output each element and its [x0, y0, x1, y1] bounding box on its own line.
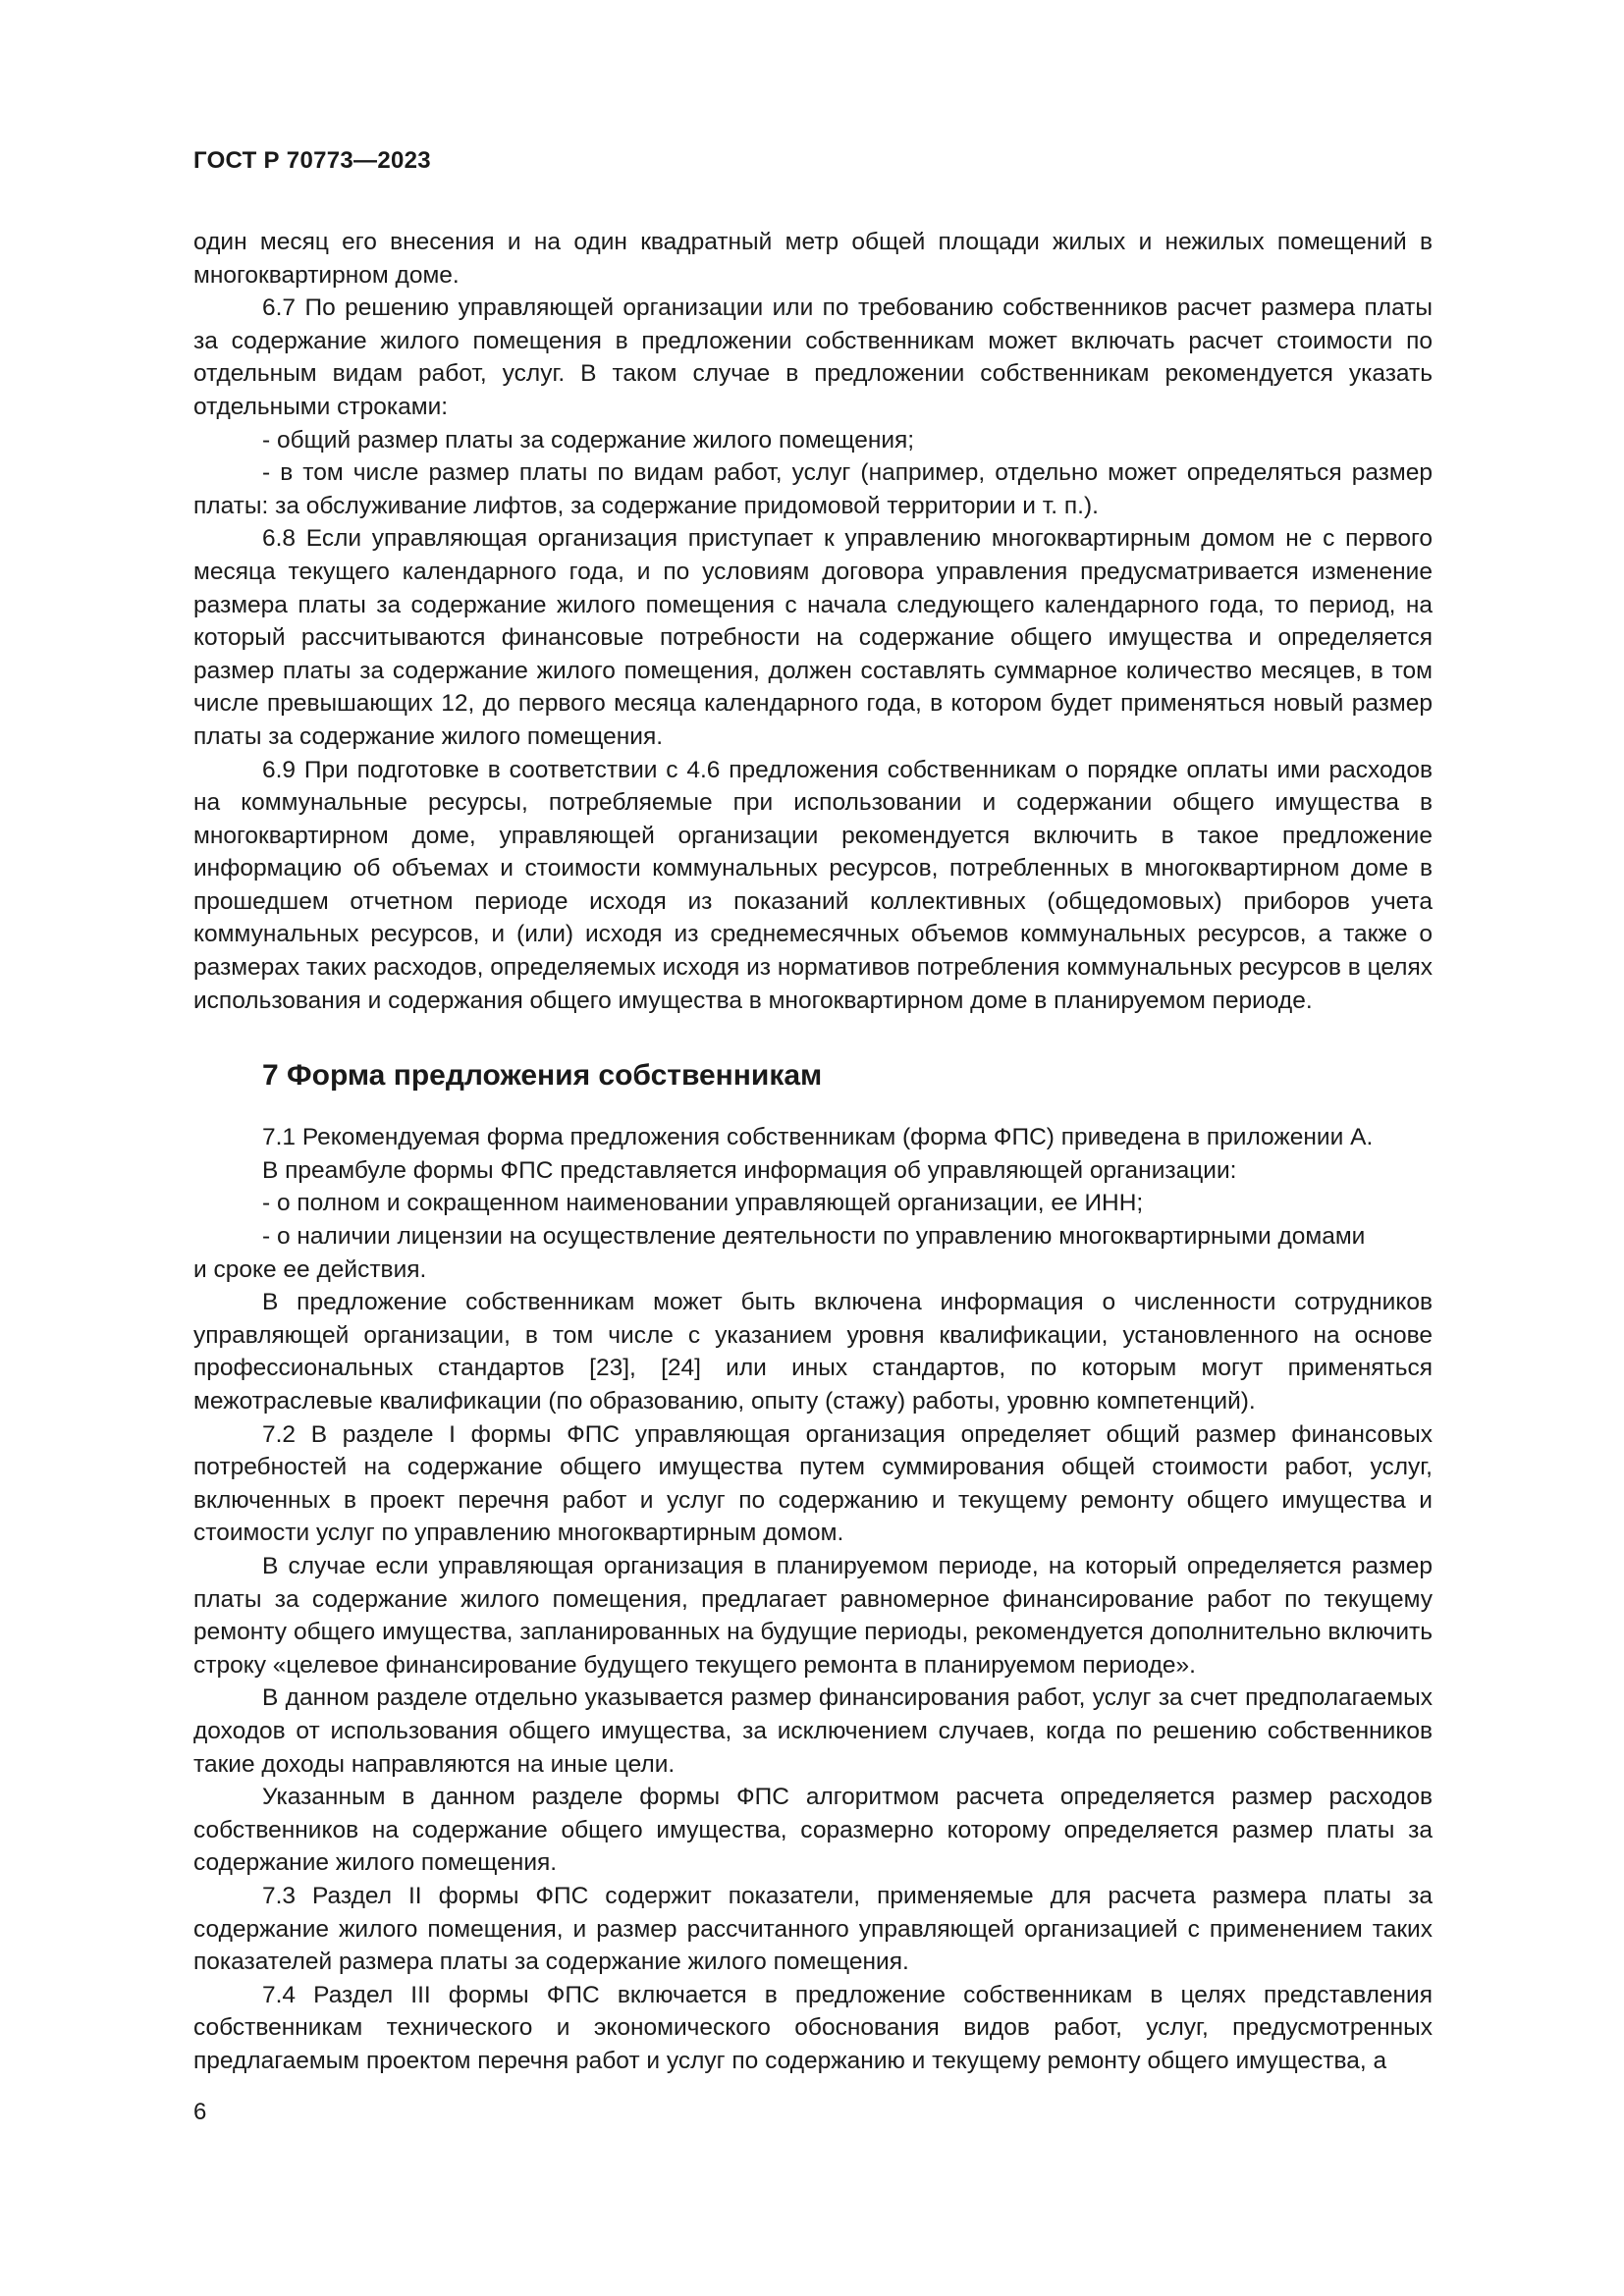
list-item-org-name: - о полном и сокращенном наименовании управляющей организации, ее ИНН; — [262, 1190, 1144, 1217]
paragraph-income-financing: В данном разделе отдельно указывается размер финансирования работ, услуг за счет предполагаемых доходов от использования общего имущества, за исключением случаев, когда по решению собственников такие доходы направляются на иные цели. — [193, 1684, 1433, 1778]
document-header-standard-id: ГОСТ Р 70773—2023 — [193, 147, 431, 174]
list-item-license-continuation: и сроке ее действия. — [193, 1255, 427, 1283]
list-item-total-fee: - общий размер платы за содержание жилого помещения; — [262, 426, 915, 454]
document-body — [193, 226, 1433, 2077]
paragraph-7-1: 7.1 Рекомендуемая форма предложения собственникам (форма ФПС) приведена в приложении А. — [262, 1124, 1374, 1151]
paragraph-7-3: 7.3 Раздел II формы ФПС содержит показатели, применяемые для расчета размера платы за содержание жилого помещения, и размер рассчитанного управляющей организацией с применением таких показателей размера платы за содержание жилого помещения. — [193, 1882, 1433, 1976]
paragraph-7-4: 7.4 Раздел III формы ФПС включается в предложение собственникам в целях представления собственникам технического и экономического обоснования видов работ, услуг, предусмотренных предлагаемым проектом перечня работ и услуг по содержанию и текущему ремонту общего имущества, а — [193, 1981, 1433, 2074]
page-number: 6 — [193, 2099, 207, 2125]
list-item-fee-by-service: - в том числе размер платы по видам работ, услуг (например, отдельно может определяться размер платы: за обслуживание лифтов, за содержание придомовой территории и т. п.). — [193, 459, 1433, 519]
list-item-license: - о наличии лицензии на осуществление деятельности по управлению многоквартирными домами — [262, 1223, 1366, 1251]
paragraph-6-9: 6.9 При подготовке в соответствии с 4.6 предложения собственникам о порядке оплаты ими расходов на коммунальные ресурсы, потребляемые при использовании и содержании общего имущества в многоквартирном доме, управляющей организации рекомендуется включить в такое предложение информацию об объемах и стоимости коммунальных ресурсов, потребленных в многоквартирном доме в прошедшем отчетном периоде исходя из показаний коллективных (общедомовых) приборов учета коммунальных ресурсов, и (или) исходя из среднемесячных объемов коммунальных ресурсов, а также о размерах таких расходов, определяемых исходя из нормативов потребления коммунальных ресурсов в целях использования и содержания общего имущества в многоквартирном доме в планируемом периоде. — [193, 756, 1433, 1014]
paragraph-staff-info: В предложение собственникам может быть включена информация о численности сотрудников управляющей организации, в том числе с указанием уровня квалификации, установленного на основе профессиональных стандартов [23], [24] или иных стандартов, по которым могут применяться межотраслевые квалификации (по образованию, опыту (стажу) работы, уровню компетенций). — [193, 1289, 1433, 1415]
section-heading-7: 7 Форма предложения собственникам — [262, 1059, 823, 1093]
paragraph-continuation: один месяц его внесения и на один квадратный метр общей площади жилых и нежилых помещений в многоквартирном доме. — [193, 229, 1433, 289]
paragraph-7-2: 7.2 В разделе I формы ФПС управляющая организация определяет общий размер финансовых потребностей на содержание общего имущества путем суммирования общей стоимости работ, услуг, включенных в проект перечня работ и услуг по содержанию и текущему ремонту общего имущества и стоимости услуг по управлению многоквартирным домом. — [193, 1420, 1433, 1547]
paragraph-6-7: 6.7 По решению управляющей организации или по требованию собственников расчет размера платы за содержание жилого помещения в предложении собственникам может включать расчет стоимости по отдельным видам работ, услуг. В таком случае в предложении собственникам рекомендуется указать отдельными строками: — [193, 294, 1433, 420]
paragraph-preamble: В преамбуле формы ФПС представляется информация об управляющей организации: — [262, 1156, 1237, 1184]
paragraph-algorithm: Указанным в данном разделе формы ФПС алгоритмом расчета определяется размер расходов собственников на содержание общего имущества, соразмерно которому определяется размер платы за содержание жилого помещения. — [193, 1784, 1433, 1877]
paragraph-uniform-financing: В случае если управляющая организация в планируемом периоде, на который определяется размер платы за содержание жилого помещения, предлагает равномерное финансирование работ по текущему ремонту общего имущества, запланированных на будущие периоды, рекомендуется дополнительно включить строку «целевое финансирование будущего текущего ремонта в планируемом периоде». — [193, 1552, 1433, 1679]
paragraph-6-8: 6.8 Если управляющая организация приступает к управлению многоквартирным домом не с первого месяца текущего календарного года, и по условиям договора управления предусматривается изменение размера платы за содержание жилого помещения с начала следующего календарного года, то период, на который рассчитываются финансовые потребности на содержание общего имущества и определяется размер платы за содержание жилого помещения, должен составлять суммарное количество месяцев, в том числе превышающих 12, до первого месяца календарного года, в котором будет применяться новый размер платы за содержание жилого помещения. — [193, 525, 1433, 750]
